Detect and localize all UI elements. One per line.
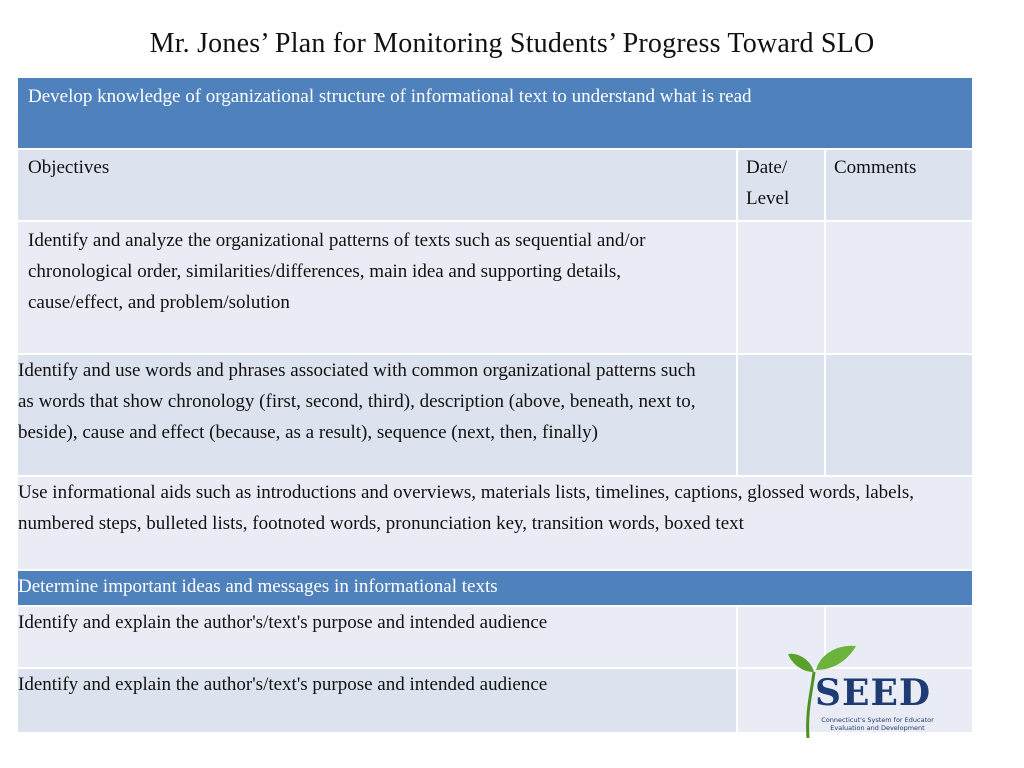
seed-logo-tagline: Connecticut's System for Educator Evaluation and Development — [821, 716, 934, 732]
table-cell-date-level — [738, 355, 824, 475]
section1-heading: Develop knowledge of organizational structure of informational text to understand what is read — [18, 78, 972, 148]
table-cell-comments — [826, 355, 972, 475]
column-header-objectives: Objectives — [18, 150, 736, 220]
table-row-objective: Identify and analyze the organizational patterns of texts such as sequential and/or chronological order, similarities/differences, main idea and supporting details, cause/effect, and problem/solution — [18, 222, 736, 353]
column-header-comments: Comments — [826, 150, 972, 220]
column-header-date-level: Date/ Level — [738, 150, 824, 220]
section2-heading: Determine important ideas and messages in informational texts — [18, 571, 972, 605]
table-row-objective: Use informational aids such as introductions and overviews, materials lists, timelines, captions, glossed words, labels, numbered steps, bulleted lists, footnoted words, pronunciation key, transition words, boxed text — [18, 477, 972, 569]
table-row-objective: Identify and use words and phrases associated with common organizational patterns such as words that show chronology (first, second, third), description (above, beneath, next to, beside), cause and effect (because, as a result), sequence (next, then, finally) — [18, 355, 736, 475]
table-row-objective: Identify and explain the author's/text's purpose and intended audience — [18, 669, 736, 732]
table-cell-date-level — [738, 222, 824, 353]
table-row-objective: Identify and explain the author's/text's purpose and intended audience — [18, 607, 736, 667]
page-title: Mr. Jones’ Plan for Monitoring Students’ Progress Toward SLO — [149, 28, 875, 59]
table-cell-comments — [826, 222, 972, 353]
seed-logo-text: SEED — [815, 672, 932, 714]
